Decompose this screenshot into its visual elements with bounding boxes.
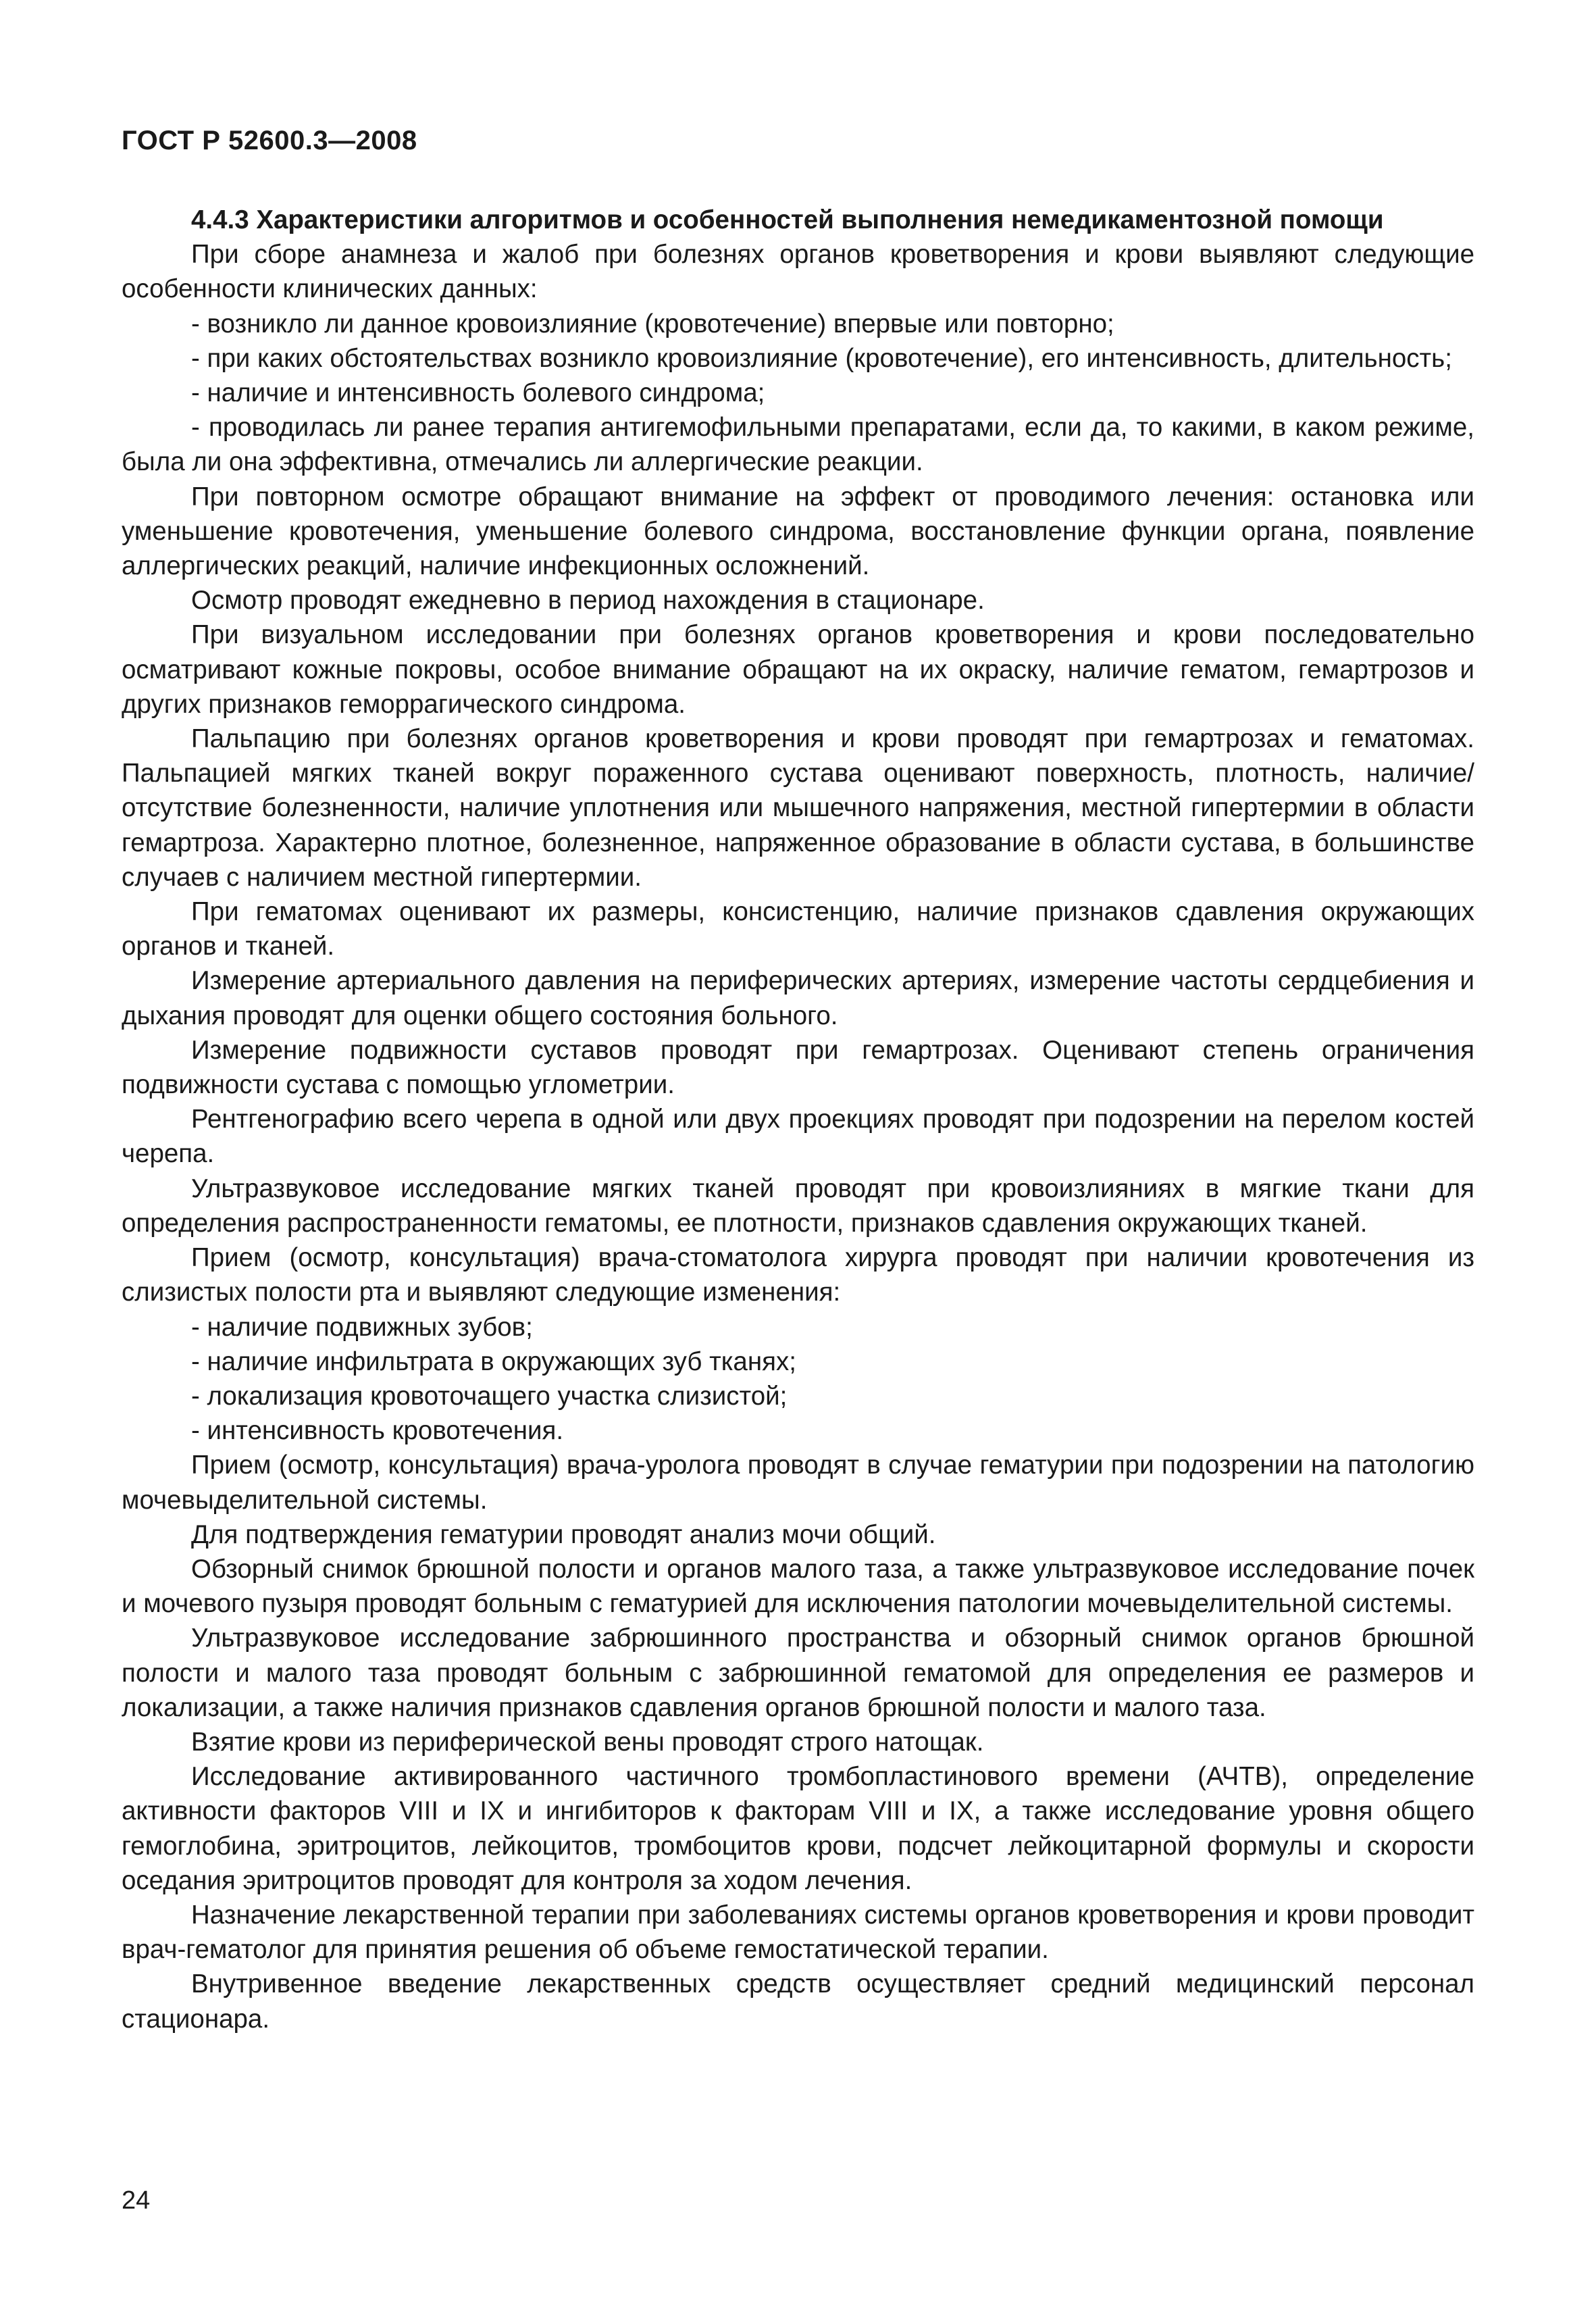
- list-item: - возникло ли данное кровоизлияние (кровотечение) впервые или повторно;: [191, 309, 1114, 338]
- paragraph: Осмотр проводят ежедневно в период нахождения в стационаре.: [191, 586, 985, 615]
- paragraph: Рентгенографию всего черепа в одной или двух проекциях проводят при подозрении на перелом костей черепа.: [122, 1105, 1474, 1169]
- paragraph: Исследование активированного частичного тромбопластинового времени (АЧТВ), определение активности факторов VIII и IX и ингибиторов к факторам VIII и IX, а также исследование уровня общего гемоглобина, эритроцитов, лейкоцитов, тромбоцитов крови, подсчет лейкоцитарной формулы и скорости оседания эритроцитов проводят для контроля за ходом лечения.: [122, 1762, 1474, 1895]
- paragraph: При повторном осмотре обращают внимание на эффект от проводимого лечения: остановка или уменьшение кровотечения, уменьшение болевого синдрома, восстановление функции органа, появление аллергических реакций, наличие инфекционных осложнений.: [122, 482, 1474, 581]
- paragraph: При визуальном исследовании при болезнях органов кроветворения и крови последовательно осматривают кожные покровы, особое внимание обращают на их окраску, наличие гематом, гемартрозов и других признаков геморрагического синдрома.: [122, 620, 1474, 719]
- list-item: - при каких обстоятельствах возникло кровоизлияние (кровотечение), его интенсивность, длительность;: [191, 343, 1452, 373]
- paragraph: Внутривенное введение лекарственных средств осуществляет средний медицинский персонал стационара.: [122, 1969, 1474, 2034]
- paragraph: Ультразвуковое исследование забрюшинного пространства и обзорный снимок органов брюшной полости и малого таза проводят больным с забрюшинной гематомой для определения ее размеров и локализации, а также наличия признаков сдавления органов брюшной полости и малого таза.: [122, 1624, 1474, 1722]
- paragraph: При сборе анамнеза и жалоб при болезнях органов кроветворения и крови выявляют следующие особенности клинических данных:: [122, 240, 1474, 304]
- paragraph: Ультразвуковое исследование мягких тканей проводят при кровоизлияниях в мягкие ткани для определения распространенности гематомы, ее плотности, признаков сдавления окружающих тканей.: [122, 1174, 1474, 1238]
- list-item: - интенсивность кровотечения.: [191, 1416, 564, 1446]
- paragraph: Для подтверждения гематурии проводят анализ мочи общий.: [191, 1519, 936, 1549]
- paragraph: При гематомах оценивают их размеры, консистенцию, наличие признаков сдавления окружающих органов и тканей.: [122, 897, 1474, 961]
- list-item: - наличие и интенсивность болевого синдрома;: [191, 378, 765, 408]
- section-body: [122, 203, 1474, 2036]
- standard-header: ГОСТ Р 52600.3—2008: [122, 126, 417, 155]
- list-item: - наличие инфильтрата в окружающих зуб тканях;: [191, 1347, 796, 1376]
- paragraph: Взятие крови из периферической вены проводят строго натощак.: [191, 1727, 984, 1757]
- paragraph: Пальпацию при болезнях органов кроветворения и крови проводят при гемартрозах и гематомах. Пальпацией мягких тканей вокруг пораженного сустава оценивают поверхность, плотность, наличие/отсутствие болезненности, наличие уплотнения или мышечного напряжения, местной гипертермии в области гемартроза. Характерно плотное, болезненное, напряженное образование в области сустава, в большинстве случаев с наличием местной гипертермии.: [122, 724, 1474, 892]
- paragraph: Обзорный снимок брюшной полости и органов малого таза, а также ультразвуковое исследование почек и мочевого пузыря проводят больным с гематурией для исключения патологии мочевыделительной системы.: [122, 1554, 1474, 1619]
- page-number: 24: [122, 2186, 151, 2215]
- list-item: - наличие подвижных зубов;: [191, 1312, 533, 1342]
- list-item: - проводилась ли ранее терапия антигемофильными препаратами, если да, то какими, в каком режиме, была ли она эффективна, отмечались ли аллергические реакции.: [122, 413, 1474, 477]
- paragraph: Измерение артериального давления на периферических артериях, измерение частоты сердцебиения и дыхания проводят для оценки общего состояния больного.: [122, 966, 1474, 1030]
- paragraph: Назначение лекарственной терапии при заболеваниях системы органов кроветворения и крови проводит врач-гематолог для принятия решения об объеме гемостатической терапии.: [122, 1900, 1474, 1965]
- list-item: - локализация кровоточащего участка слизистой;: [191, 1381, 788, 1411]
- section-heading: 4.4.3 Характеристики алгоритмов и особенностей выполнения немедикаментозной помощи: [191, 205, 1384, 234]
- paragraph: Прием (осмотр, консультация) врача-уролога проводят в случае гематурии при подозрении на патологию мочевыделительной системы.: [122, 1451, 1474, 1515]
- paragraph: Прием (осмотр, консультация) врача-стоматолога хирурга проводят при наличии кровотечения из слизистых полости рта и выявляют следующие изменения:: [122, 1243, 1474, 1307]
- paragraph: Измерение подвижности суставов проводят при гемартрозах. Оценивают степень ограничения подвижности сустава с помощью углометрии.: [122, 1035, 1474, 1100]
